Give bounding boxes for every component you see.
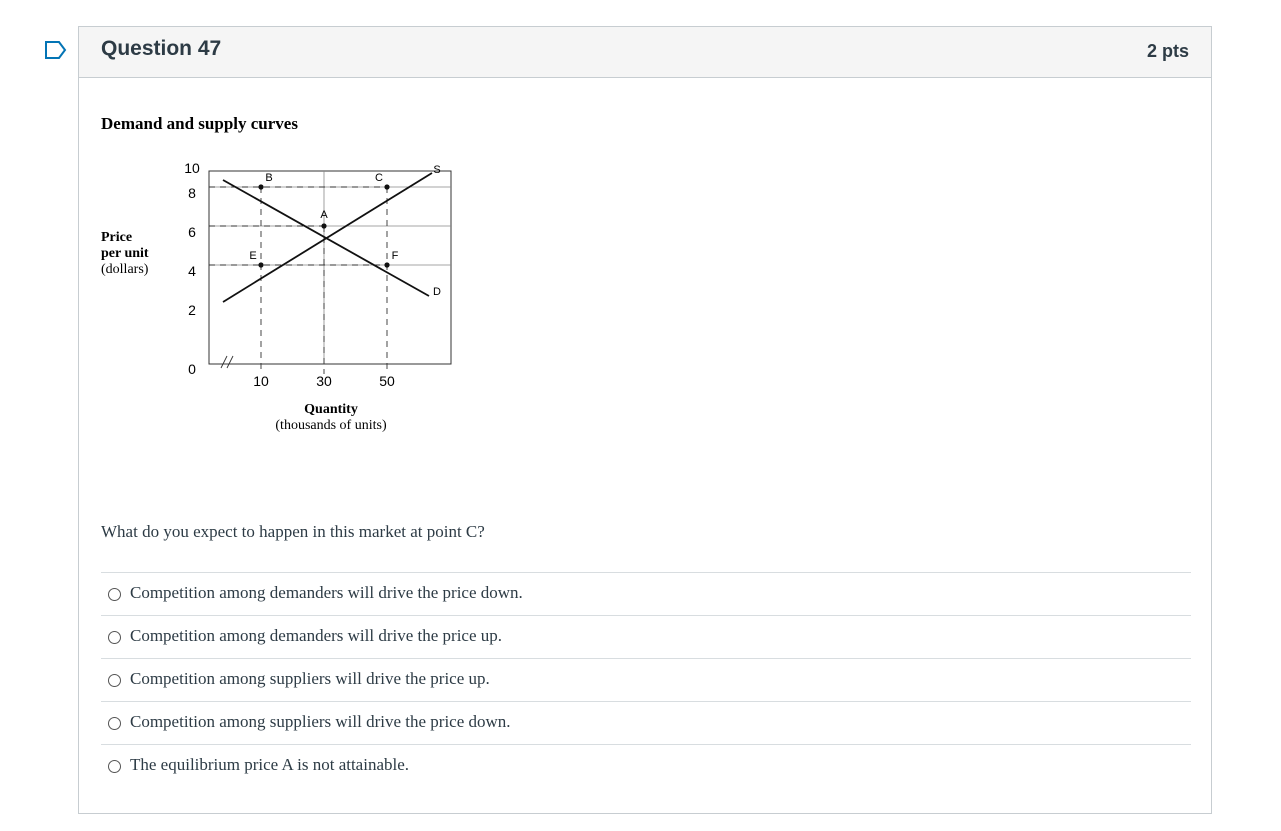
point-e bbox=[258, 262, 263, 267]
point-label-c: C bbox=[375, 172, 383, 184]
supply-curve bbox=[223, 173, 432, 302]
point-label-e: E bbox=[249, 250, 257, 262]
question-points: 2 pts bbox=[1146, 41, 1189, 61]
y-tick-label: 8 bbox=[188, 185, 196, 201]
supply-demand-figure bbox=[101, 158, 481, 458]
x-axis-label-line2: (thousands of units) bbox=[275, 418, 387, 433]
figure-title: Demand and supply curves bbox=[101, 114, 298, 133]
x-axis-label bbox=[261, 402, 401, 434]
answer-option[interactable] bbox=[101, 658, 1191, 701]
answer-option[interactable] bbox=[101, 744, 1191, 787]
plot-frame bbox=[209, 171, 451, 364]
x-tick-label: 10 bbox=[253, 373, 269, 389]
flag-icon[interactable] bbox=[44, 40, 68, 60]
x-tick-label: 50 bbox=[379, 373, 395, 389]
answer-label[interactable]: Competition among demanders will drive the price down. bbox=[130, 583, 523, 602]
y-axis-label-line3: (dollars) bbox=[101, 262, 149, 277]
axis-break-mark bbox=[221, 356, 227, 368]
radio-button[interactable] bbox=[108, 760, 121, 773]
y-tick-label: 10 bbox=[184, 160, 200, 176]
answer-label[interactable]: Competition among suppliers will drive the price down. bbox=[130, 712, 511, 731]
point-a bbox=[321, 223, 326, 228]
point-label-a: A bbox=[320, 209, 328, 221]
point-f bbox=[384, 262, 389, 267]
x-tick-label: 30 bbox=[316, 373, 332, 389]
radio-button[interactable] bbox=[108, 631, 121, 644]
question-title: Question 47 bbox=[101, 37, 222, 60]
answer-label[interactable]: The equilibrium price A is not attainable. bbox=[130, 755, 410, 774]
y-tick-label: 2 bbox=[188, 302, 196, 318]
y-axis-label-line1: Price bbox=[101, 230, 133, 245]
answer-label[interactable]: Competition among demanders will drive the price up. bbox=[130, 626, 503, 645]
y-tick-label: 0 bbox=[188, 361, 196, 377]
radio-button[interactable] bbox=[108, 588, 121, 601]
radio-button[interactable] bbox=[108, 717, 121, 730]
point-c bbox=[384, 184, 389, 189]
question-header bbox=[79, 27, 1211, 78]
answer-option[interactable] bbox=[101, 615, 1191, 658]
axis-break-mark bbox=[227, 356, 233, 368]
supply-curve-label: S bbox=[433, 164, 441, 176]
x-axis-label-line1: Quantity bbox=[304, 402, 358, 417]
question-card bbox=[78, 26, 1212, 814]
radio-button[interactable] bbox=[108, 674, 121, 687]
question-prompt: What do you expect to happen in this market at point C? bbox=[101, 522, 485, 541]
y-tick-label: 4 bbox=[188, 263, 196, 279]
demand-curve-label: D bbox=[433, 286, 441, 298]
answer-option[interactable] bbox=[101, 701, 1191, 744]
y-axis-label-line2: per unit bbox=[101, 246, 149, 261]
point-label-f: F bbox=[391, 250, 399, 262]
answer-label[interactable]: Competition among suppliers will drive the price up. bbox=[130, 669, 490, 688]
y-tick-label: 6 bbox=[188, 224, 196, 240]
point-b bbox=[258, 184, 263, 189]
question-body bbox=[101, 78, 1189, 813]
answer-option[interactable] bbox=[101, 572, 1191, 615]
point-label-b: B bbox=[265, 172, 273, 184]
answer-list bbox=[101, 572, 1191, 787]
